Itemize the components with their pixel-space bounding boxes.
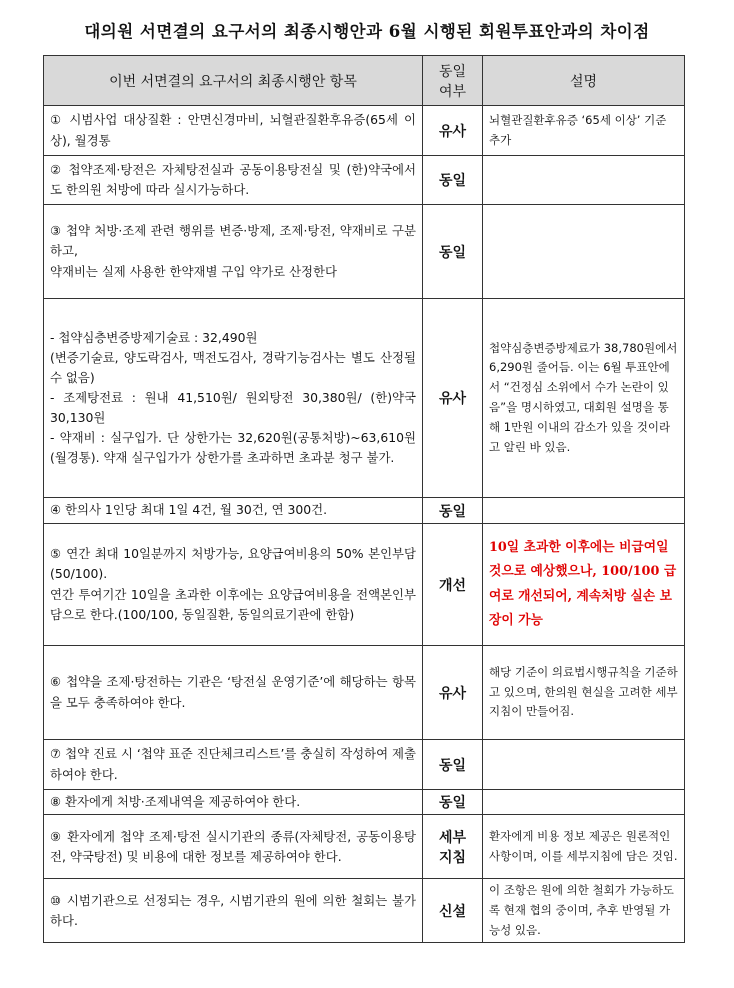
table-row	[44, 498, 685, 524]
note-cell: 해당 기준이 의료법시행규칙을 기준하고 있으며, 한의원 현실을 고려한 세부지침이 만들어짐.	[483, 646, 685, 740]
note-cell	[483, 740, 685, 790]
item-text: - 조제탕전료 : 원내 41,510원/ 원외탕전 30,380원/ (한)약국 30,130원	[50, 389, 416, 426]
item-cell	[44, 740, 423, 790]
status-cell: 유사	[423, 106, 483, 156]
item-cell	[44, 106, 423, 156]
item-cell	[44, 879, 423, 943]
item-cell	[44, 646, 423, 740]
table-row	[44, 740, 685, 790]
item-text: ⑥ 첩약을 조제·탕전하는 기관은 ‘탕전실 운영기준’에 해당하는 항목을 모두 충족하여야 한다.	[50, 674, 416, 710]
item-cell	[44, 815, 423, 879]
item-text: - 첩약심층변증방제기술료 : 32,490원	[50, 329, 258, 345]
comparison-table	[43, 55, 685, 943]
table-header-row	[44, 56, 685, 106]
note-cell: 환자에게 비용 정보 제공은 원론적인 사항이며, 이를 세부지침에 담은 것임.	[483, 815, 685, 879]
table-row	[44, 106, 685, 156]
note-cell	[483, 156, 685, 205]
table-row	[44, 299, 685, 498]
note-cell: 첩약심층변증방제료가 38,780원에서 6,290원 줄어듬. 이는 6월 투표안에서 “건정심 소위에서 수가 논란이 있음”을 명시하였고, 대회원 설명을 통해 1만원 이내의 감소가 있을 것이라고 알린 바 있음.	[483, 299, 685, 498]
item-text: ⑩ 시범기관으로 선정되는 경우, 시범기관의 원에 의한 철회는 불가하다.	[50, 892, 416, 928]
item-cell	[44, 524, 423, 646]
header-note: 설명	[483, 56, 685, 106]
item-text: ① 시범사업 대상질환 : 안면신경마비, 뇌혈관질환후유증(65세 이상), 월경통	[50, 112, 416, 148]
item-cell	[44, 299, 423, 498]
status-cell: 동일	[423, 156, 483, 205]
status-cell: 동일	[423, 740, 483, 790]
item-text: 연간 투여기간 10일을 초과한 이후에는 요양급여비용을 전액본인부담으로 한다.(100/100, 동일질환, 동일의료기관에 한함)	[50, 586, 416, 622]
note-cell	[483, 790, 685, 815]
item-cell	[44, 205, 423, 299]
item-text: ② 첩약조제·탕전은 자체탕전실과 공동이용탕전실 및 (한)약국에서도 한의원 처방에 따라 실시가능하다.	[50, 161, 416, 197]
table-row	[44, 156, 685, 205]
note-cell: 뇌혈관질환후유증 ‘65세 이상’ 기준 추가	[483, 106, 685, 156]
item-text: ⑧ 환자에게 처방·조제내역을 제공하여야 한다.	[50, 794, 301, 809]
status-cell: 개선	[423, 524, 483, 646]
table-row	[44, 790, 685, 815]
table-row	[44, 646, 685, 740]
note-cell	[483, 205, 685, 299]
status-cell: 동일	[423, 790, 483, 815]
table-row	[44, 524, 685, 646]
status-cell: 신설	[423, 879, 483, 943]
table-row	[44, 815, 685, 879]
item-text: 약재비는 실제 사용한 한약재별 구입 약가로 산정한다	[50, 263, 337, 279]
note-cell	[483, 498, 685, 524]
table-row	[44, 879, 685, 943]
note-cell: 10일 초과한 이후에는 비급여일 것으로 예상했으나, 100/100 급여로 개선되어, 계속처방 실손 보장이 가능	[483, 524, 685, 646]
item-cell	[44, 498, 423, 524]
table-row	[44, 205, 685, 299]
item-text: ⑤ 연간 최대 10일분까지 처방가능, 요양급여비용의 50% 본인부담(50/100).	[50, 546, 416, 582]
item-text: ③ 첩약 처방·조제 관련 행위를 변증·방제, 조제·탕전, 약재비로 구분하고,	[50, 223, 416, 259]
item-text: (변증기술료, 양도락검사, 맥전도검사, 경락기능검사는 별도 산정될 수 없음)	[50, 349, 416, 385]
status-cell: 유사	[423, 646, 483, 740]
header-item: 이번 서면결의 요구서의 최종시행안 항목	[44, 56, 423, 106]
status-cell: 동일	[423, 498, 483, 524]
status-cell: 세부 지침	[423, 815, 483, 879]
item-text: ④ 한의사 1인당 최대 1일 4건, 월 30건, 연 300건.	[50, 502, 328, 518]
status-cell: 동일	[423, 205, 483, 299]
page-title: 대의원 서면결의 요구서의 최종시행안과 6월 시행된 회원투표안과의 차이점	[84, 22, 650, 41]
item-cell	[44, 156, 423, 205]
item-cell	[44, 790, 423, 815]
note-cell: 이 조항은 원에 의한 철회가 가능하도록 현재 협의 중이며, 추후 반영될 가능성 있음.	[483, 879, 685, 943]
item-text: ⑨ 환자에게 첩약 조제·탕전 실시기관의 종류(자체탕전, 공동이용탕전, 약국탕전) 및 비용에 대한 정보를 제공하여야 한다.	[50, 828, 416, 864]
header-status: 동일 여부	[423, 56, 483, 106]
item-text: ⑦ 첩약 진료 시 ‘첩약 표준 진단체크리스트’를 충실히 작성하여 제출하여야 한다.	[50, 746, 416, 782]
status-cell: 유사	[423, 299, 483, 498]
item-text: - 약재비 : 실구입가. 단 상한가는 32,620원(공통처방)~63,610원(월경통). 약재 실구입가가 상한가를 초과하면 초과분 청구 불가.	[50, 430, 416, 466]
